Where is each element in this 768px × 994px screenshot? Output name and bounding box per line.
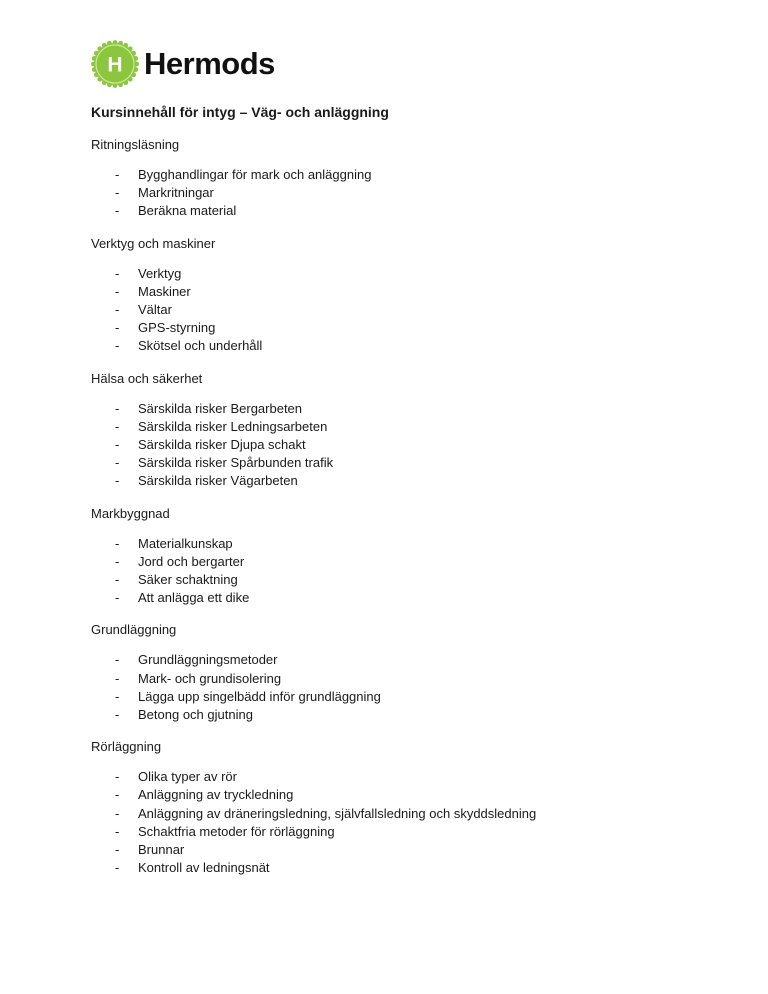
section [91, 136, 711, 221]
section-heading: Rörläggning [91, 739, 162, 755]
dash-bullet-icon: - [115, 688, 120, 704]
section [91, 505, 711, 608]
list-item-text: Beräkna material [138, 203, 237, 219]
dash-bullet-icon: - [115, 590, 120, 606]
section-heading: Hälsa och säkerhet [91, 370, 203, 386]
list-item [91, 535, 711, 553]
list-item [91, 706, 711, 724]
list-item [91, 553, 711, 571]
dash-bullet-icon: - [115, 823, 120, 839]
dash-bullet-icon: - [115, 400, 120, 416]
dash-bullet-icon: - [115, 842, 120, 858]
section-list [91, 651, 711, 724]
dash-bullet-icon: - [115, 572, 120, 588]
section-list [91, 768, 711, 877]
dash-bullet-icon: - [115, 707, 120, 723]
list-item [91, 786, 711, 804]
list-item-text: Anläggning av tryckledning [138, 787, 294, 803]
list-item [91, 400, 711, 418]
dash-bullet-icon: - [115, 167, 120, 182]
list-item-text: Särskilda risker Spårbunden trafik [138, 455, 334, 471]
list-item [91, 571, 711, 589]
section-heading: Markbyggnad [91, 505, 170, 521]
list-item [91, 454, 711, 472]
section [91, 621, 711, 724]
list-item [91, 472, 711, 490]
logo-badge-icon [91, 40, 139, 88]
section [91, 235, 711, 356]
dash-bullet-icon: - [115, 320, 120, 336]
list-item-text: Skötsel och underhåll [138, 338, 263, 354]
list-item-text: Grundläggningsmetoder [138, 652, 278, 668]
list-item-text: Anläggning av dräneringsledning, självfallsledning och skyddsledning [138, 805, 537, 821]
list-item-text: Att anlägga ett dike [138, 590, 250, 606]
dash-bullet-icon: - [115, 185, 120, 201]
list-item [91, 265, 711, 283]
section-list [91, 400, 711, 491]
list-item [91, 823, 711, 841]
list-item-text: Lägga upp singelbädd inför grundläggning [138, 688, 381, 704]
list-item-text: GPS-styrning [138, 320, 216, 336]
list-item-text: Maskiner [138, 283, 191, 299]
list-item-text: Kontroll av ledningsnät [138, 860, 270, 876]
section-list [91, 265, 711, 356]
list-item-text: Särskilda risker Djupa schakt [138, 437, 306, 453]
list-item [91, 589, 711, 607]
sections-container [91, 136, 711, 877]
list-item [91, 184, 711, 202]
list-item [91, 337, 711, 355]
list-item-text: Särskilda risker Bergarbeten [138, 400, 303, 416]
dash-bullet-icon: - [115, 338, 120, 354]
dash-bullet-icon: - [115, 652, 120, 668]
list-item [91, 202, 711, 220]
section-heading: Grundläggning [91, 622, 177, 638]
list-item [91, 688, 711, 706]
dash-bullet-icon: - [115, 455, 120, 471]
list-item-text: Särskilda risker Vägarbeten [138, 473, 298, 489]
document-body [91, 102, 711, 877]
list-item-text: Säker schaktning [138, 572, 238, 588]
dash-bullet-icon: - [115, 670, 120, 686]
list-item [91, 418, 711, 436]
dash-bullet-icon: - [115, 553, 120, 569]
list-item [91, 319, 711, 337]
list-item-text: Brunnar [138, 842, 185, 858]
hermods-logo [91, 40, 275, 88]
dash-bullet-icon: - [115, 535, 120, 551]
list-item-text: Jord och bergarter [138, 553, 245, 569]
logo-letter: H [107, 53, 123, 77]
dash-bullet-icon: - [115, 418, 120, 434]
dash-bullet-icon: - [115, 787, 120, 803]
list-item-text: Bygghandlingar för mark och anläggning [138, 167, 372, 182]
list-item [91, 805, 711, 823]
list-item-text: Betong och gjutning [138, 707, 253, 723]
section-list [91, 535, 711, 608]
list-item [91, 670, 711, 688]
list-item [91, 166, 711, 184]
list-item [91, 859, 711, 877]
dash-bullet-icon: - [115, 265, 120, 281]
list-item-text: Materialkunskap [138, 535, 233, 551]
dash-bullet-icon: - [115, 860, 120, 876]
section [91, 738, 711, 877]
dash-bullet-icon: - [115, 283, 120, 299]
list-item-text: Mark- och grundisolering [138, 670, 282, 686]
list-item [91, 301, 711, 319]
section-heading: Verktyg och maskiner [91, 235, 216, 251]
document-title: Kursinnehåll för intyg – Väg- och anläggning [91, 104, 389, 120]
dash-bullet-icon: - [115, 437, 120, 453]
logo-wordmark: Hermods [144, 46, 275, 81]
list-item-text: Olika typer av rör [138, 769, 237, 785]
list-item [91, 768, 711, 786]
list-item [91, 841, 711, 859]
section-list [91, 166, 711, 221]
list-item [91, 283, 711, 301]
dash-bullet-icon: - [115, 302, 120, 318]
list-item [91, 436, 711, 454]
list-item [91, 651, 711, 669]
list-item-text: Markritningar [138, 185, 214, 201]
list-item-text: Vältar [138, 302, 172, 318]
dash-bullet-icon: - [115, 203, 120, 219]
dash-bullet-icon: - [115, 805, 120, 821]
section-heading: Ritningsläsning [91, 137, 180, 152]
dash-bullet-icon: - [115, 769, 120, 785]
list-item-text: Särskilda risker Ledningsarbeten [138, 418, 328, 434]
list-item-text: Schaktfria metoder för rörläggning [138, 823, 335, 839]
list-item-text: Verktyg [138, 265, 182, 281]
dash-bullet-icon: - [115, 473, 120, 489]
section [91, 370, 711, 491]
